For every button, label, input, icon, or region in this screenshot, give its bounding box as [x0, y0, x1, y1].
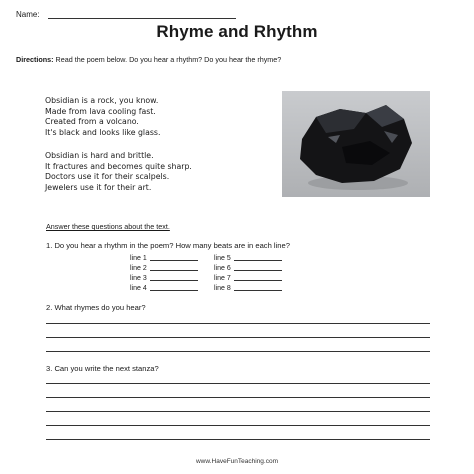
- poem-line: It fractures and becomes quite sharp.: [45, 161, 192, 171]
- name-label: Name:: [16, 10, 40, 19]
- line-7-answer[interactable]: line 7: [214, 273, 282, 282]
- line-2-answer[interactable]: line 2: [130, 263, 198, 272]
- question-3: 3. Can you write the next stanza?: [46, 364, 159, 373]
- question-2: 2. What rhymes do you hear?: [46, 303, 146, 312]
- footer-site: www.HaveFunTeaching.com: [195, 458, 278, 465]
- question-1: 1. Do you hear a rhythm in the poem? How many beats are in each line?: [46, 241, 290, 250]
- answer-line[interactable]: [46, 323, 430, 324]
- poem-line: It's black and looks like glass.: [45, 127, 161, 137]
- poem-line: Obsidian is a rock, you know.: [45, 96, 159, 105]
- worksheet-title: Rhyme and Rhythm: [156, 22, 318, 41]
- obsidian-photo: [282, 91, 430, 197]
- answer-line[interactable]: [46, 411, 430, 412]
- answer-line[interactable]: [46, 337, 430, 338]
- name-field-line[interactable]: [48, 18, 236, 19]
- answer-line[interactable]: [46, 425, 430, 426]
- line-8-answer[interactable]: line 8: [214, 283, 282, 292]
- line-1-answer[interactable]: line 1: [130, 253, 198, 262]
- obsidian-rock-icon: [282, 91, 430, 197]
- answer-line[interactable]: [46, 439, 430, 440]
- answer-line[interactable]: [46, 351, 430, 352]
- poem-line: Doctors use it for their scalpels.: [45, 172, 170, 181]
- directions: [16, 55, 281, 64]
- line-5-answer[interactable]: line 5: [214, 253, 282, 262]
- answer-line[interactable]: [46, 383, 430, 384]
- poem-line: Created from a volcano.: [45, 117, 139, 126]
- answer-heading: Answer these questions about the text.: [46, 222, 170, 231]
- line-6-answer[interactable]: line 6: [214, 263, 282, 272]
- poem-line: Made from lava cooling fast.: [45, 106, 156, 116]
- directions-text: Read the poem below. Do you hear a rhythm? Do you hear the rhyme?: [55, 55, 282, 64]
- answer-line[interactable]: [46, 397, 430, 398]
- directions-label: Directions:: [16, 55, 54, 64]
- line-4-answer[interactable]: line 4: [130, 283, 198, 292]
- poem-line: Jewelers use it for their art.: [45, 182, 152, 192]
- line-3-answer[interactable]: line 3: [130, 273, 198, 282]
- poem-line: Obsidian is hard and brittle.: [45, 151, 154, 160]
